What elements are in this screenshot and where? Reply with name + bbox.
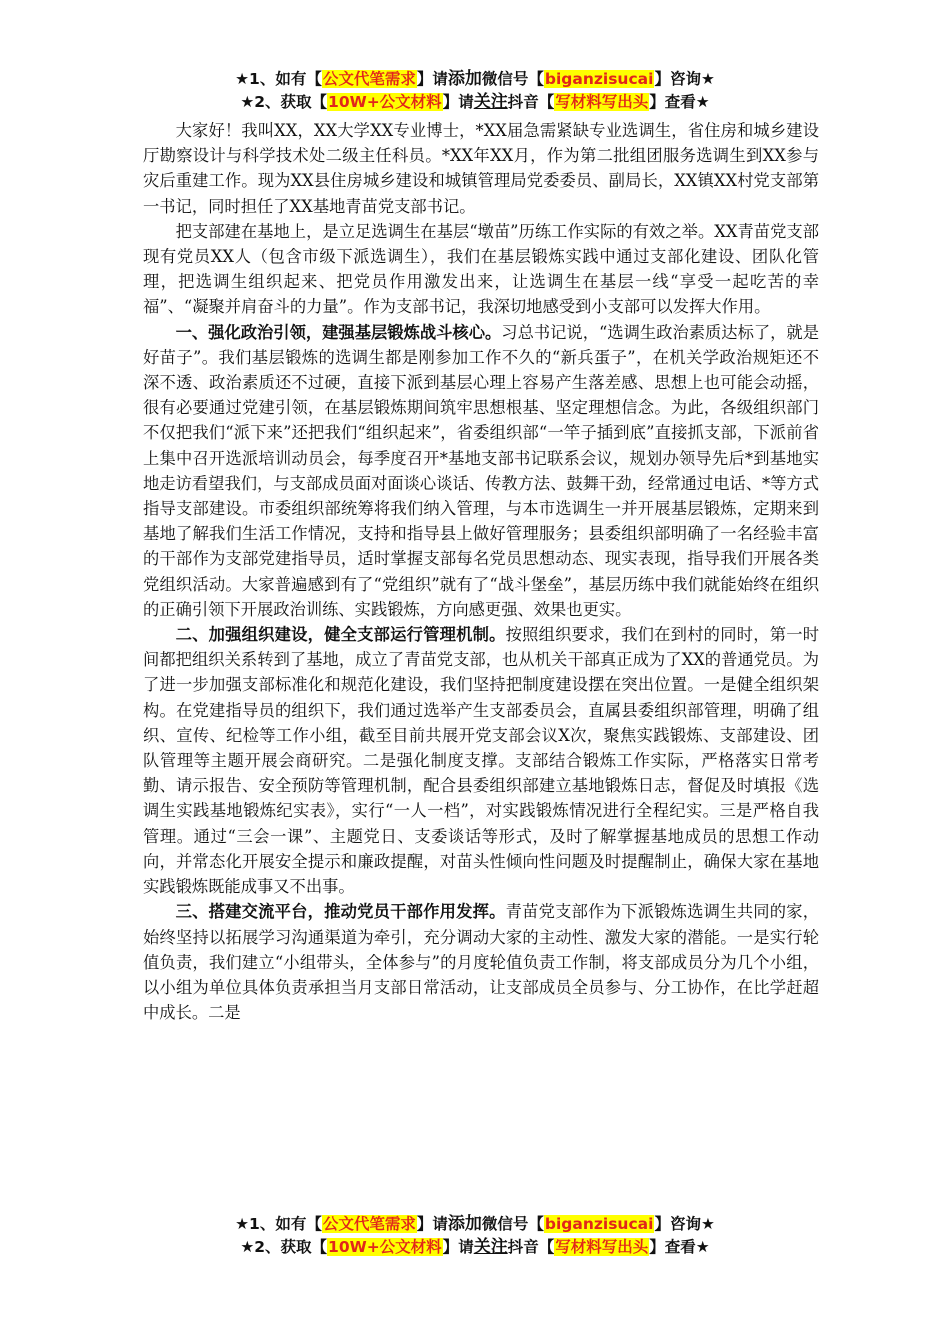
banner-emphasis: 关注 bbox=[473, 92, 508, 112]
footer-banner bbox=[120, 1213, 830, 1259]
banner-text: 】咨询★ bbox=[654, 70, 715, 88]
banner-text: 】查看★ bbox=[649, 1238, 710, 1256]
highlight-douyin-account: 写材料写出头 bbox=[555, 1238, 649, 1256]
section-heading: 一、强化政治引领，建强基层锻炼战斗核心。 bbox=[175, 322, 502, 342]
banner-text: 微信号【 bbox=[481, 70, 544, 88]
section-heading: 三、搭建交流平台，推动党员干部作用发挥。 bbox=[175, 902, 506, 922]
highlight-service: 公文代笔需求 bbox=[322, 1215, 416, 1233]
banner-text: 】请 bbox=[442, 93, 474, 111]
highlight-service: 公文代笔需求 bbox=[322, 70, 416, 88]
paragraph-intro: 大家好！我叫XX，XX大学XX专业博士，*XX届急需紧缺专业选调生，省住房和城乡建设厅勘察设计与科学技术处二级主任科员。*XX年XX月，作为第二批组团服务选调生到XX参与灾后重建工作。现为XX县住房城乡建设和城镇管理局党委委员、副局长，XX镇XX村党支部第一书记，同时担任了XX基地青苗党支部书记。 bbox=[143, 121, 819, 216]
banner-emphasis: 添加 bbox=[447, 1214, 482, 1234]
banner-text: 】咨询★ bbox=[654, 1215, 715, 1233]
paragraph-overview: 把支部建在基地上，是立足选调生在基层“墩苗”历练工作实际的有效之举。XX青苗党支部现有党员XX人（包含市级下派选调生），我们在基层锻炼实践中通过支部化建设、团队化管理，把选调生组织起来、把党员作用激发出来，让选调生在基层一线“享受一起吃苦的幸福”、“凝聚并肩奋斗的力量”。作为支部书记，我深切地感受到小支部可以发挥大作用。 bbox=[143, 221, 819, 317]
banner-text: ★2、获取【 bbox=[240, 93, 328, 111]
banner-text: ★1、如有【 bbox=[235, 70, 322, 88]
banner-text: 】请 bbox=[442, 1238, 474, 1256]
banner-emphasis: 添加 bbox=[447, 69, 482, 89]
banner-text: 】请 bbox=[416, 70, 448, 88]
highlight-materials: 10W+公文材料 bbox=[328, 1238, 442, 1256]
document-body bbox=[143, 118, 819, 1025]
banner-text: ★1、如有【 bbox=[235, 1215, 322, 1233]
section-text: 青苗党支部作为下派锻炼选调生共同的家，始终坚持以拓展学习沟通渠道为牵引，充分调动大家的主动性、激发大家的潜能。一是实行轮值负责，我们建立“小组带头，全体参与”的月度轮值负责工作制，将支部成员分为几个小组，以小组为单位具体负责承担当月支部日常活动，让支部成员全员参与、分工协作，在比学赶超中成长。二是 bbox=[143, 902, 819, 1023]
header-banner bbox=[120, 68, 830, 114]
section-text: 习总书记说，“选调生政治素质达标了，就是好苗子”。我们基层锻炼的选调生都是刚参加工作不久的“新兵蛋子”，在机关学政治规矩还不深不透、政治素质还不过硬，直接下派到基层心理上容易产生落差感、思想上也可能会动摇，很有必要通过党建引领，在基层锻炼期间筑牢思想根基、坚定理想信念。为此，各级组织部门不仅把我们“派下来”还把我们“组织起来”，省委组织部“一竿子插到底”直接抓支部，下派前省上集中召开选派培训动员会，每季度召开*基地支部书记联系会议，规划办领导先后*到基地实地走访看望我们，与支部成员面对面谈心谈话、传教方法、鼓舞干劲，经常通过电话、*等方式指导支部建设。市委组织部统筹将我们纳入管理，与本市选调生一并开展基层锻炼，定期来到基地了解我们生活工作情况，支持和指导县上做好管理服务；县委组织部明确了一名经验丰富的干部作为支部党建指导员，适时掌握支部每名党员思想动态、现实表现，指导我们开展各类党组织活动。大家普遍感到有了“党组织”就有了“战斗堡垒”，基层历练中我们就能始终在组织的正确引领下开展政治训练、实践锻炼，方向感更强、效果也更实。 bbox=[143, 322, 819, 619]
banner-text: 抖音【 bbox=[507, 1238, 555, 1256]
section-heading: 二、加强组织建设，健全支部运行管理机制。 bbox=[175, 625, 506, 645]
banner-line-2 bbox=[120, 1236, 830, 1259]
highlight-wechat-id: biganzisucai bbox=[544, 1215, 654, 1233]
section-text: 按照组织要求，我们在到村的同时，第一时间都把组织关系转到了基地，成立了青苗党支部，也从机关干部真正成为了XX的普通党员。为了进一步加强支部标准化和规范化建设，我们坚持把制度建设摆在突出位置。一是健全组织架构。在党建指导员的组织下，我们通过选举产生支部委员会，直属县委组织部管理，明确了组织、宣传、纪检等工作小组，截至目前共展开党支部会议X次，聚焦实践锻炼、支部建设、团队管理等主题开展会商研究。二是强化制度支撑。支部结合锻炼工作实际，严格落实日常考勤、请示报告、安全预防等管理机制，配合县委组织部建立基地锻炼日志，督促及时填报《选调生实践基地锻炼纪实表》，实行“一人一档”，对实践锻炼情况进行全程纪实。三是严格自我管理。通过“三会一课”、主题党日、支委谈话等形式，及时了解掌握基地成员的思想工作动向，并常态化开展安全提示和廉政提醒，对苗头性倾向性问题及时提醒制止，确保大家在基地实践锻炼既能成事又不出事。 bbox=[143, 625, 819, 897]
banner-text: 】查看★ bbox=[649, 93, 710, 111]
highlight-douyin-account: 写材料写出头 bbox=[555, 93, 649, 111]
banner-text: 抖音【 bbox=[507, 93, 555, 111]
banner-line-2 bbox=[120, 91, 830, 114]
banner-line-1 bbox=[120, 1213, 830, 1236]
paragraph-section-2 bbox=[143, 622, 819, 899]
banner-line-1 bbox=[120, 68, 830, 91]
highlight-materials: 10W+公文材料 bbox=[328, 93, 442, 111]
paragraph-section-3 bbox=[143, 899, 819, 1025]
banner-text: ★2、获取【 bbox=[240, 1238, 328, 1256]
paragraph-section-1 bbox=[143, 320, 819, 622]
banner-text: 微信号【 bbox=[481, 1215, 544, 1233]
highlight-wechat-id: biganzisucai bbox=[544, 70, 654, 88]
banner-text: 】请 bbox=[416, 1215, 448, 1233]
banner-emphasis: 关注 bbox=[473, 1237, 508, 1257]
